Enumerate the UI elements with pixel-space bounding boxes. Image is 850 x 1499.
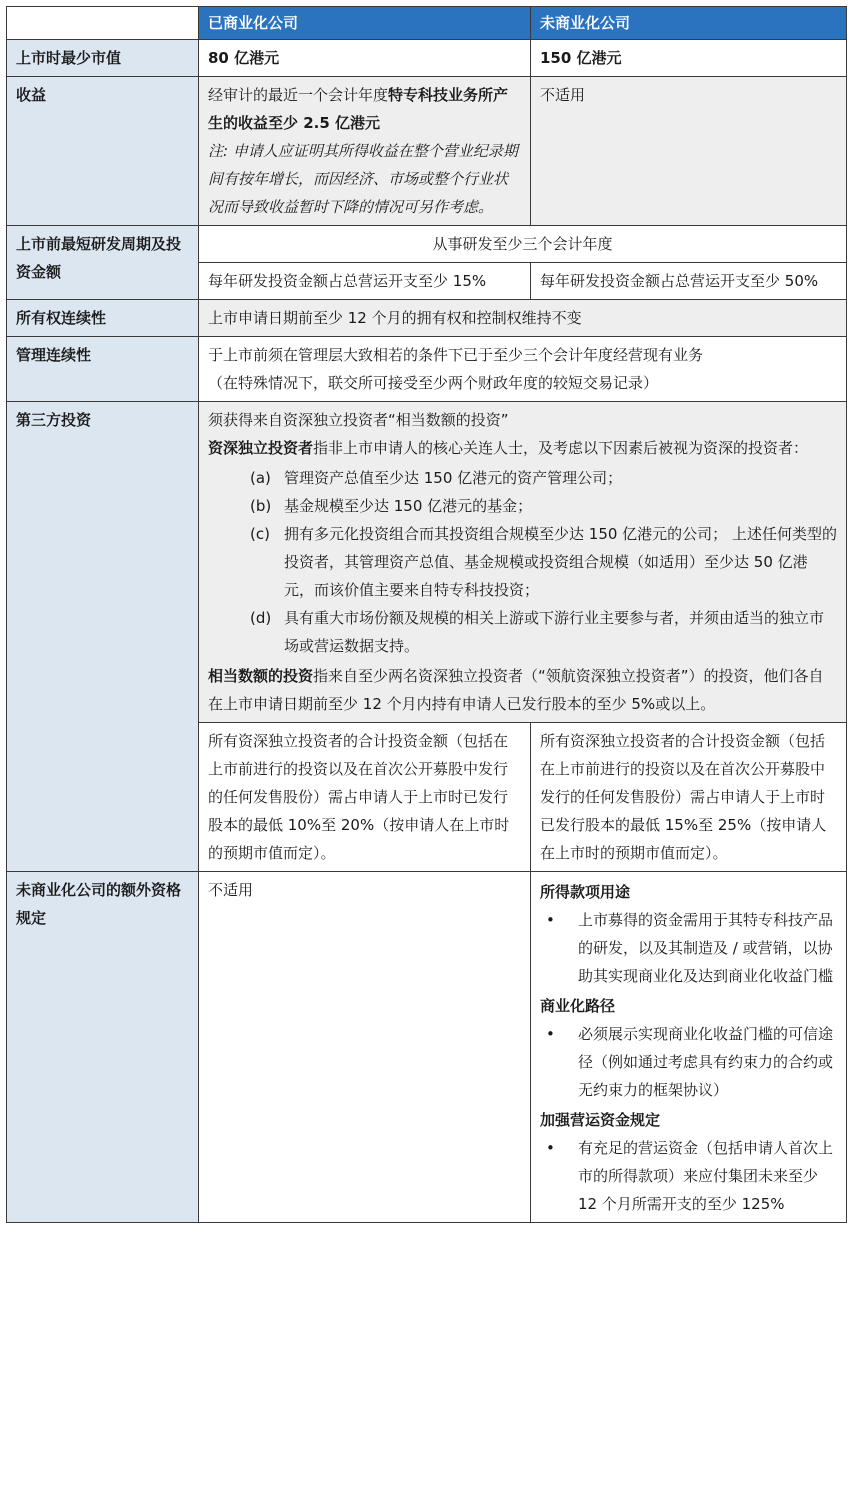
section-title: 所得款项用途 bbox=[540, 883, 631, 901]
rd-commercial: 每年研发投资金额占总营运开支至少 15% bbox=[199, 263, 531, 300]
management-value bbox=[199, 337, 847, 402]
investor-def-text: 指非上市申请人的核心关连人士，及考虑以下因素后被视为资深的投资者： bbox=[313, 439, 809, 457]
investor-definition bbox=[208, 434, 837, 462]
bullet-icon: • bbox=[546, 1025, 555, 1043]
row-label: 所有权连续性 bbox=[7, 300, 199, 337]
revenue-threshold: 特专科技业务所产生的收益至少 2.5 亿港元 bbox=[208, 86, 509, 132]
extra-precommercial bbox=[531, 872, 847, 1223]
market-cap-commercial: 80 亿港元 bbox=[199, 40, 531, 77]
row-market-cap bbox=[7, 40, 847, 77]
row-management bbox=[7, 337, 847, 402]
revenue-commercial bbox=[199, 77, 531, 226]
list-text: 具有重大市场份额及规模的相关上游或下游行业主要参与者，并须由适当的独立市场或营运数据支持。 bbox=[284, 609, 825, 655]
bullet-icon: • bbox=[546, 1139, 555, 1157]
table-header-row bbox=[7, 7, 847, 40]
amount-term: 相当数额的投资 bbox=[208, 667, 314, 685]
list-text: 拥有多元化投资组合而其投资组合规模至少达 150 亿港元的公司； 上述任何类型的投资者，其管理资产总值、基金规模或投资组合规模（如适用）至少达 50 亿港元，而该价值主要来自特专科技投资； bbox=[284, 525, 837, 599]
row-label: 未商业化公司的额外资格规定 bbox=[7, 872, 199, 1223]
row-label: 第三方投资 bbox=[7, 402, 199, 872]
row-rd-period bbox=[7, 226, 847, 263]
third-party-intro: 须获得来自资深独立投资者“相当数额的投资” bbox=[208, 411, 509, 429]
list-item bbox=[208, 520, 837, 604]
third-party-definition bbox=[199, 402, 847, 723]
bullet-item bbox=[540, 1134, 837, 1218]
extra-commercial: 不适用 bbox=[199, 872, 531, 1223]
revenue-note: 注: 申请人应证明其所得收益在整个营业纪录期间有按年增长，而因经济、市场或整个行业状况而导致收益暂时下降的情况可另作考虑。 bbox=[208, 142, 518, 216]
bullet-text: 上市募得的资金需用于其特专科技产品的研发，以及其制造及 / 或营销，以协助其实现商业化及达到商业化收益门槛 bbox=[578, 911, 834, 985]
list-item bbox=[208, 604, 837, 660]
row-label: 上市时最少市值 bbox=[7, 40, 199, 77]
header-commercial: 已商业化公司 bbox=[199, 7, 531, 40]
bullet-text: 必须展示实现商业化收益门槛的可信途径（例如通过考虑具有约束力的合约或无约束力的框架协议） bbox=[578, 1025, 834, 1099]
bullet-item bbox=[540, 906, 837, 990]
header-blank-cell bbox=[7, 7, 199, 40]
rd-period: 从事研发至少三个会计年度 bbox=[199, 226, 847, 263]
row-label: 收益 bbox=[7, 77, 199, 226]
amount-definition bbox=[208, 662, 837, 718]
row-label: 管理连续性 bbox=[7, 337, 199, 402]
third-party-commercial: 所有资深独立投资者的合计投资金额（包括在上市前进行的投资以及在首次公开募股中发行的任何发售股份）需占申请人于上市时已发行股本的最低 10%至 20%（按申请人在上市时的预期市值而定）。 bbox=[199, 723, 531, 872]
revenue-prefix: 经审计的最近一个会计年度 bbox=[208, 86, 389, 104]
revenue-precommercial: 不适用 bbox=[531, 77, 847, 226]
bullet-text: 有充足的营运资金（包括申请人首次上市的所得款项）来应付集团未来至少 12 个月所需开支的至少 125% bbox=[578, 1139, 834, 1213]
amount-def-text: 指来自至少两名资深独立投资者（“领航资深独立投资者”）的投资，他们各自在上市申请日期前至少 12 个月内持有申请人已发行股本的至少 5%或以上。 bbox=[208, 667, 824, 713]
row-revenue bbox=[7, 77, 847, 226]
management-line1: 于上市前须在管理层大致相若的条件下已于至少三个会计年度经营现有业务 bbox=[208, 346, 704, 364]
list-marker: (a) bbox=[250, 469, 271, 487]
list-marker: (d) bbox=[250, 609, 272, 627]
list-item bbox=[208, 492, 837, 520]
investor-criteria-list bbox=[208, 464, 837, 660]
rd-precommercial: 每年研发投资金额占总营运开支至少 50% bbox=[531, 263, 847, 300]
revenue-requirement bbox=[208, 81, 521, 137]
header-precommercial: 未商业化公司 bbox=[531, 7, 847, 40]
bullet-icon: • bbox=[546, 911, 555, 929]
row-extra-requirements bbox=[7, 872, 847, 1223]
list-marker: (b) bbox=[250, 497, 272, 515]
list-marker: (c) bbox=[250, 525, 270, 543]
bullet-item bbox=[540, 1020, 837, 1104]
list-item bbox=[208, 464, 837, 492]
listing-requirements-table bbox=[6, 6, 847, 1223]
list-text: 基金规模至少达 150 亿港元的基金； bbox=[284, 497, 533, 515]
market-cap-precommercial: 150 亿港元 bbox=[531, 40, 847, 77]
row-third-party bbox=[7, 402, 847, 723]
investor-term: 资深独立投资者 bbox=[208, 439, 314, 457]
section-title: 加强营运资金规定 bbox=[540, 1111, 661, 1129]
row-ownership bbox=[7, 300, 847, 337]
third-party-precommercial: 所有资深独立投资者的合计投资金额（包括在上市前进行的投资以及在首次公开募股中发行的任何发售股份）需占申请人于上市时已发行股本的最低 15%至 25%（按申请人在上市时的预期市值而定）。 bbox=[531, 723, 847, 872]
list-text: 管理资产总值至少达 150 亿港元的资产管理公司； bbox=[284, 469, 623, 487]
management-line2: （在特殊情况下，联交所可接受至少两个财政年度的较短交易记录） bbox=[208, 374, 659, 392]
row-label: 上市前最短研发周期及投资金额 bbox=[7, 226, 199, 300]
ownership-value: 上市申请日期前至少 12 个月的拥有权和控制权维持不变 bbox=[199, 300, 847, 337]
section-title: 商业化路径 bbox=[540, 997, 616, 1015]
